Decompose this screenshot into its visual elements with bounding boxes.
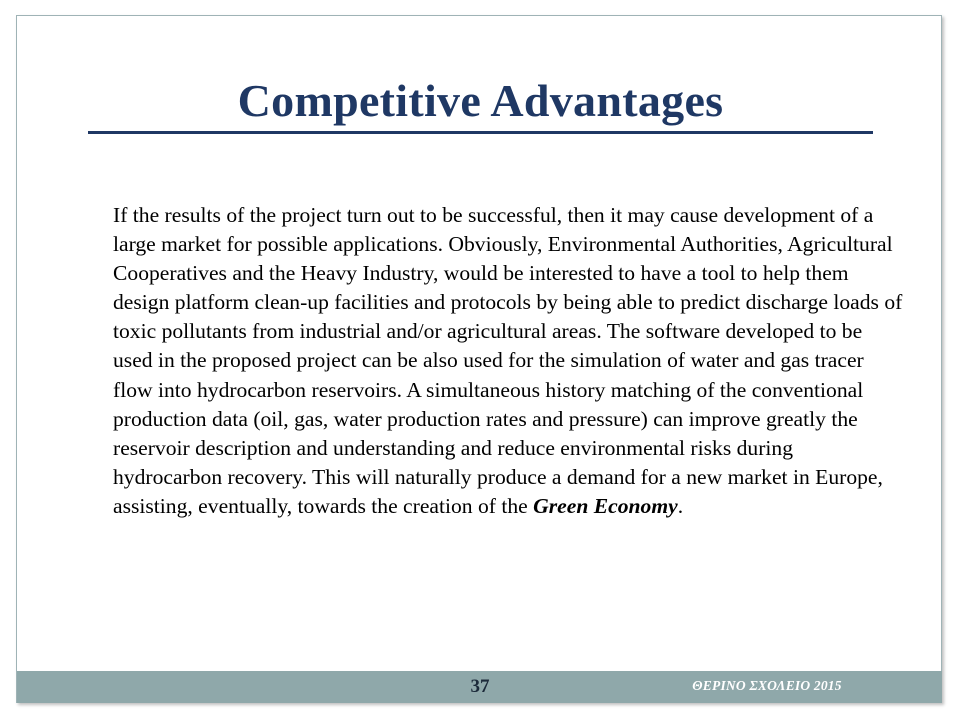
title-underline <box>88 131 873 134</box>
footer-label: ΘΕΡΙΝΟ ΣΧΟΛΕΙΟ 2015 <box>692 678 842 693</box>
page-number: 37 <box>470 676 490 697</box>
body-text: If the results of the project turn out to be successful, then it may cause development of a large market for possible applications. Obviously, Environmental Authorities, Agricultural Cooperatives and the Heavy Industry, would be interested to have a tool to help them design platform clean-up facilities and protocols by being able to predict discharge loads of toxic pollutants from industrial and/or agricultural areas. The software developed to be used in the proposed project can be also used for the simulation of water and gas tracer flow into hydrocarbon reservoirs. A simultaneous history matching of the conventional production data (oil, gas, water production rates and pressure) can improve greatly the reservoir description and understanding and reduce environmental risks during hydrocarbon recovery. This will naturally produce a demand for a new market in Europe, assisting, eventually, towards the creation of the <box>113 203 903 518</box>
body-paragraph <box>113 201 903 521</box>
slide-title: Competitive Advantages <box>237 75 724 126</box>
body-emphasis: Green Economy <box>533 493 678 518</box>
body-text-end: . <box>677 493 684 518</box>
